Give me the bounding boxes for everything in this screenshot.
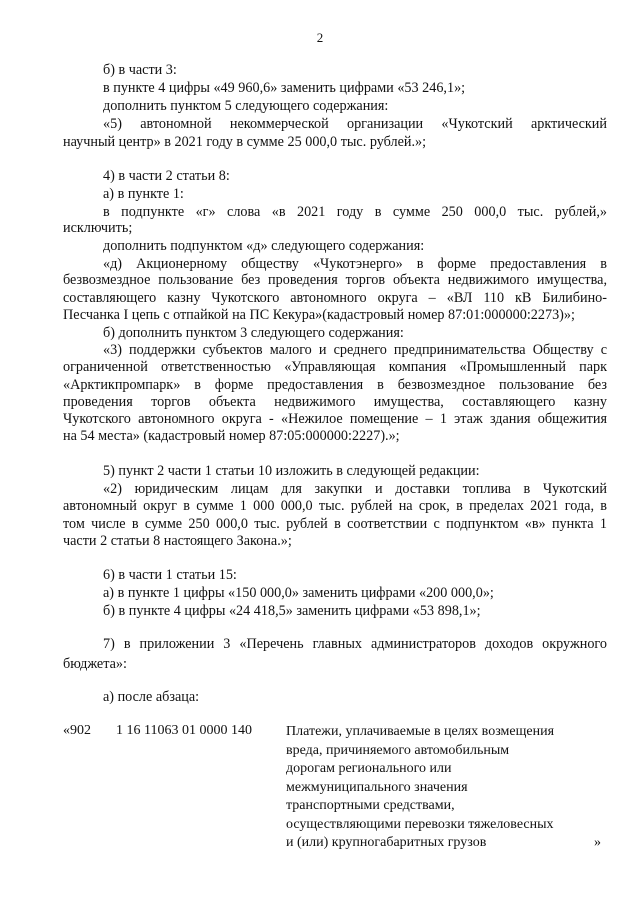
- text-line: 4) в части 2 статьи 8:: [103, 168, 230, 184]
- text-line: а) в пункте 1 цифры «150 000,0» заменить цифрами «200 000,0»;: [103, 585, 494, 601]
- text-line: на 54 места» (кадастровый номер 87:05:000000:2227).»;: [63, 428, 400, 444]
- description-line: дорогам регионального или: [286, 761, 452, 776]
- text-line: «3) поддержки субъектов малого и среднего предпринимательства Обществу с: [103, 342, 607, 358]
- description-line: Платежи, уплачиваемые в целях возмещения: [286, 724, 555, 739]
- text-line: безвозмездное пользование без проведения торгов объекта недвижимого имущества,: [63, 272, 607, 288]
- description-line: межмуниципального значения: [286, 779, 468, 795]
- text-line: ограниченной ответственностью «Управляющая компания «Промышленный парк: [63, 359, 607, 375]
- text-line: автономный округ в сумме 1 000 000,0 тыс. рублей на срок, в пределах 2021 года, в: [63, 498, 607, 514]
- text-line: исключить;: [63, 220, 133, 236]
- text-line: а) в пункте 1:: [103, 186, 184, 202]
- text-line: Чукотского автономного округа - «Нежилое помещение – 1 этаж здания общежития: [63, 411, 607, 427]
- text-line: в пункте 4 цифры «49 960,6» заменить цифрами «53 246,1»;: [103, 80, 466, 96]
- text-line: дополнить подпунктом «д» следующего содержания:: [103, 238, 425, 254]
- text-line: проведения торгов объекта недвижимого имущества, составляющего казну: [63, 394, 607, 410]
- text-line: а) после абзаца:: [103, 689, 200, 705]
- text-line: научный центр» в 2021 году в сумме 25 000,0 тыс. рублей.»;: [63, 134, 427, 150]
- text-line: 6) в части 1 статьи 15:: [103, 567, 237, 583]
- closing-quote: »: [594, 835, 601, 850]
- income-description: [286, 723, 554, 853]
- text-line: том числе в сумме 250 000,0 тыс. рублей в соответствии с подпунктом «в» пункта 1: [63, 516, 607, 532]
- text-line: бюджета»:: [63, 656, 127, 672]
- text-line: составляющего казну Чукотского автономного округа – «ВЛ 110 кВ Билибино-: [63, 290, 607, 306]
- text-line: б) дополнить пунктом 3 следующего содержания:: [103, 325, 404, 341]
- text-line: Песчанка I цепь с отпайкой на ПС Кекура»(кадастровый номер 87:01:000000:2273)»;: [63, 307, 575, 323]
- text-line: б) в пункте 4 цифры «24 418,5» заменить цифрами «53 898,1»;: [103, 603, 481, 619]
- page-number: 2: [316, 30, 324, 45]
- text-line: 7) в приложении 3 «Перечень главных администраторов доходов окружного: [103, 636, 607, 652]
- text-line: части 2 статьи 8 настоящего Закона.»;: [63, 533, 292, 549]
- description-line: осуществляющими перевозки тяжеловесных: [286, 816, 554, 832]
- text-line: «Арктикпромпарк» в форме предоставления в безвозмездное пользование без: [63, 377, 607, 393]
- description-line: транспортными средствами,: [286, 798, 455, 813]
- description-line: вреда, причиняемого автомобильным: [286, 742, 510, 758]
- text-line: в подпункте «г» слова «в 2021 году в сумме 250 000,0 тыс. рублей,»: [103, 204, 607, 220]
- description-line: и (или) крупногабаритных грузов: [286, 835, 487, 850]
- income-code: 1 16 11063 01 0000 140: [116, 723, 252, 738]
- text-line: «д) Акционерному обществу «Чукотэнерго» в форме предоставления в: [103, 256, 607, 272]
- text-line: «2) юридическим лицам для закупки и доставки топлива в Чукотский: [103, 481, 607, 497]
- admin-code: «902: [63, 723, 91, 738]
- text-line: дополнить пунктом 5 следующего содержания:: [103, 98, 389, 114]
- text-line: б) в части 3:: [103, 62, 177, 78]
- text-line: 5) пункт 2 части 1 статьи 10 изложить в следующей редакции:: [103, 463, 480, 479]
- text-line: «5) автономной некоммерческой организации «Чукотский арктический: [103, 116, 607, 132]
